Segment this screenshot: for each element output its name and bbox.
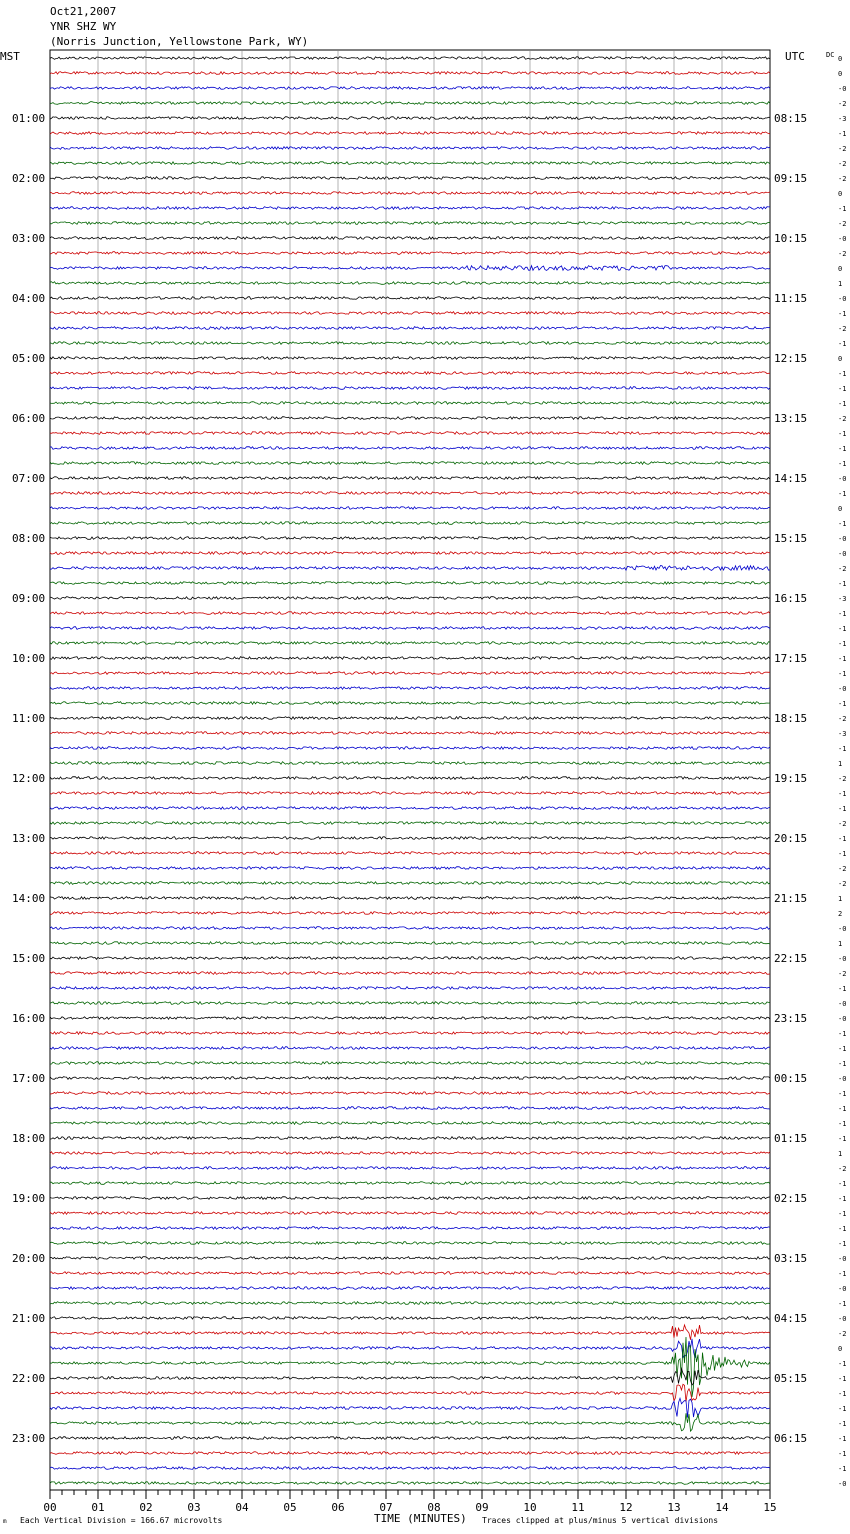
x-tick-label: 03	[187, 1501, 201, 1514]
left-hour-label: 05:00	[12, 352, 46, 365]
dc-offset-label: 0	[838, 70, 843, 78]
dc-offset-label: -1	[838, 1435, 847, 1443]
left-hour-label: 22:00	[12, 1372, 46, 1385]
dc-offset-label: -1	[838, 490, 847, 498]
dc-offset-label: -1	[838, 610, 847, 618]
right-hour-label: 19:15	[774, 772, 808, 785]
right-hour-label: 04:15	[774, 1312, 808, 1325]
right-hour-label: 02:15	[774, 1192, 808, 1205]
right-hour-label: 03:15	[774, 1252, 808, 1265]
x-tick-label: 07	[379, 1501, 393, 1514]
x-tick-label: 02	[139, 1501, 153, 1514]
dc-offset-label: 1	[838, 280, 843, 288]
dc-offset-label: 1	[838, 895, 843, 903]
x-tick-label: 01	[91, 1501, 105, 1514]
x-tick-label: 11	[571, 1501, 585, 1514]
x-tick-label: 00	[43, 1501, 57, 1514]
dc-offset-label: -1	[838, 670, 847, 678]
clip-note: Traces clipped at plus/minus 5 vertical divisions	[482, 1516, 719, 1525]
dc-offset-label: -2	[838, 250, 847, 258]
left-hour-label: 04:00	[12, 292, 46, 305]
dc-offset-label: -1	[838, 1300, 847, 1308]
left-hour-label: 13:00	[12, 832, 46, 845]
x-tick-label: 06	[331, 1501, 345, 1514]
right-hour-label: 00:15	[774, 1072, 808, 1085]
dc-offset-label: -0	[838, 550, 847, 558]
dc-offset-label: -1	[838, 835, 847, 843]
dc-offset-label: -1	[838, 655, 847, 663]
dc-offset-label: -1	[838, 790, 847, 798]
right-hour-label: 14:15	[774, 472, 808, 485]
left-hour-label: 11:00	[12, 712, 46, 725]
dc-offset-label: 0	[838, 355, 843, 363]
left-hour-label: 16:00	[12, 1012, 46, 1025]
left-hour-label: 01:00	[12, 112, 46, 125]
right-hour-label: 13:15	[774, 412, 808, 425]
x-tick-label: 14	[715, 1501, 729, 1514]
dc-offset-label: -1	[838, 1180, 847, 1188]
dc-offset-label: -2	[838, 1165, 847, 1173]
dc-offset-label: -0	[838, 925, 847, 933]
dc-offset-label: -1	[838, 520, 847, 528]
dc-offset-label: -0	[838, 85, 847, 93]
dc-offset-label: -1	[838, 805, 847, 813]
left-timezone-label: MST	[0, 50, 20, 63]
left-hour-label: 12:00	[12, 772, 46, 785]
dc-offset-label: -1	[838, 1405, 847, 1413]
dc-offset-label: 0	[838, 55, 843, 63]
dc-label: DC	[826, 51, 835, 59]
left-hour-label: 07:00	[12, 472, 46, 485]
dc-offset-label: -1	[838, 985, 847, 993]
x-tick-label: 13	[667, 1501, 681, 1514]
left-hour-label: 18:00	[12, 1132, 46, 1145]
dc-offset-label: -0	[838, 1000, 847, 1008]
dc-offset-label: -1	[838, 310, 847, 318]
right-hour-label: 15:15	[774, 532, 808, 545]
dc-offset-label: -2	[838, 415, 847, 423]
dc-offset-label: -1	[838, 640, 847, 648]
dc-offset-label: -1	[838, 430, 847, 438]
dc-offset-label: 1	[838, 760, 843, 768]
dc-offset-label: -1	[838, 1210, 847, 1218]
dc-offset-label: -2	[838, 1330, 847, 1338]
right-hour-label: 20:15	[774, 832, 808, 845]
dc-offset-label: -1	[838, 1105, 847, 1113]
right-hour-label: 16:15	[774, 592, 808, 605]
left-hour-label: 08:00	[12, 532, 46, 545]
dc-offset-label: -1	[838, 1120, 847, 1128]
right-hour-label: 05:15	[774, 1372, 808, 1385]
right-hour-label: 12:15	[774, 352, 808, 365]
dc-offset-label: -1	[838, 370, 847, 378]
dc-offset-label: -1	[838, 205, 847, 213]
dc-offset-label: -0	[838, 235, 847, 243]
dc-offset-label: -1	[838, 850, 847, 858]
dc-offset-label: -1	[838, 700, 847, 708]
right-hour-label: 17:15	[774, 652, 808, 665]
left-hour-label: 23:00	[12, 1432, 46, 1445]
dc-offset-label: 0	[838, 190, 843, 198]
dc-offset-label: -2	[838, 715, 847, 723]
dc-offset-label: -2	[838, 145, 847, 153]
dc-offset-label: -1	[838, 1135, 847, 1143]
dc-offset-label: -1	[838, 1090, 847, 1098]
dc-offset-label: -2	[838, 820, 847, 828]
right-hour-label: 21:15	[774, 892, 808, 905]
left-hour-label: 10:00	[12, 652, 46, 665]
right-hour-label: 10:15	[774, 232, 808, 245]
left-hour-label: 19:00	[12, 1192, 46, 1205]
dc-offset-label: -1	[838, 1060, 847, 1068]
left-hour-label: 14:00	[12, 892, 46, 905]
dc-offset-label: -0	[838, 1315, 847, 1323]
dc-offset-label: -1	[838, 580, 847, 588]
station-label: YNR SHZ WY	[50, 20, 117, 33]
dc-offset-label: -0	[838, 955, 847, 963]
dc-offset-label: -1	[838, 1240, 847, 1248]
dc-offset-label: -1	[838, 625, 847, 633]
dc-offset-label: 0	[838, 1345, 843, 1353]
x-tick-label: 09	[475, 1501, 489, 1514]
dc-offset-label: -1	[838, 445, 847, 453]
right-hour-label: 09:15	[774, 172, 808, 185]
x-tick-label: 04	[235, 1501, 249, 1514]
right-hour-label: 11:15	[774, 292, 808, 305]
x-tick-label: 05	[283, 1501, 297, 1514]
dc-offset-label: -0	[838, 1285, 847, 1293]
dc-offset-label: -1	[838, 1375, 847, 1383]
dc-offset-label: -0	[838, 1015, 847, 1023]
left-hour-label: 03:00	[12, 232, 46, 245]
dc-offset-label: -2	[838, 100, 847, 108]
dc-offset-label: -2	[838, 565, 847, 573]
dc-offset-label: 2	[838, 910, 843, 918]
dc-offset-label: -1	[838, 400, 847, 408]
location-label: (Norris Junction, Yellowstone Park, WY)	[50, 35, 309, 48]
dc-offset-label: -1	[838, 1420, 847, 1428]
right-hour-label: 22:15	[774, 952, 808, 965]
dc-offset-label: -2	[838, 865, 847, 873]
dc-offset-label: -2	[838, 970, 847, 978]
left-hour-label: 06:00	[12, 412, 46, 425]
left-hour-label: 09:00	[12, 592, 46, 605]
dc-offset-label: -1	[838, 1450, 847, 1458]
left-hour-label: 20:00	[12, 1252, 46, 1265]
dc-offset-label: -2	[838, 325, 847, 333]
dc-offset-label: -0	[838, 535, 847, 543]
left-hour-label: 15:00	[12, 952, 46, 965]
dc-offset-label: -0	[838, 1075, 847, 1083]
right-hour-label: 06:15	[774, 1432, 808, 1445]
x-tick-label: 15	[763, 1501, 777, 1514]
dc-offset-label: 1	[838, 940, 843, 948]
dc-offset-label: -1	[838, 460, 847, 468]
left-hour-label: 21:00	[12, 1312, 46, 1325]
dc-offset-label: -1	[838, 1045, 847, 1053]
dc-offset-label: -2	[838, 160, 847, 168]
right-timezone-label: UTC	[785, 50, 805, 63]
dc-offset-label: -1	[838, 385, 847, 393]
right-hour-label: 08:15	[774, 112, 808, 125]
dc-offset-label: -2	[838, 175, 847, 183]
dc-offset-label: -1	[838, 130, 847, 138]
dc-offset-label: -1	[838, 1465, 847, 1473]
dc-offset-label: -0	[838, 1255, 847, 1263]
dc-offset-label: -0	[838, 295, 847, 303]
right-hour-label: 23:15	[774, 1012, 808, 1025]
x-axis-title: TIME (MINUTES)	[374, 1512, 467, 1525]
x-tick-label: 10	[523, 1501, 537, 1514]
dc-offset-label: 0	[838, 505, 843, 513]
dc-offset-label: -0	[838, 475, 847, 483]
dc-offset-label: -0	[838, 1480, 847, 1488]
dc-offset-label: -2	[838, 775, 847, 783]
dc-offset-label: -1	[838, 340, 847, 348]
dc-offset-label: -3	[838, 730, 847, 738]
left-hour-label: 02:00	[12, 172, 46, 185]
dc-offset-label: -1	[838, 745, 847, 753]
scale-label: Each Vertical Division = 166.67 microvolts	[20, 1516, 223, 1525]
dc-offset-label: 0	[838, 265, 843, 273]
dc-offset-label: 1	[838, 1150, 843, 1158]
dc-offset-label: -1	[838, 1390, 847, 1398]
right-hour-label: 18:15	[774, 712, 808, 725]
date-label: Oct21,2007	[50, 5, 117, 18]
dc-offset-label: -2	[838, 880, 847, 888]
x-tick-label: 08	[427, 1501, 441, 1514]
dc-offset-label: -3	[838, 115, 847, 123]
dc-offset-label: -0	[838, 685, 847, 693]
right-hour-label: 01:15	[774, 1132, 808, 1145]
dc-offset-label: -1	[838, 1270, 847, 1278]
dc-offset-label: -3	[838, 595, 847, 603]
dc-offset-label: -1	[838, 1225, 847, 1233]
dc-offset-label: -2	[838, 220, 847, 228]
x-tick-label: 12	[619, 1501, 633, 1514]
dc-offset-label: -1	[838, 1360, 847, 1368]
left-hour-label: 17:00	[12, 1072, 46, 1085]
corner-mark: m	[3, 1518, 7, 1525]
dc-offset-label: -1	[838, 1030, 847, 1038]
dc-offset-label: -1	[838, 1195, 847, 1203]
